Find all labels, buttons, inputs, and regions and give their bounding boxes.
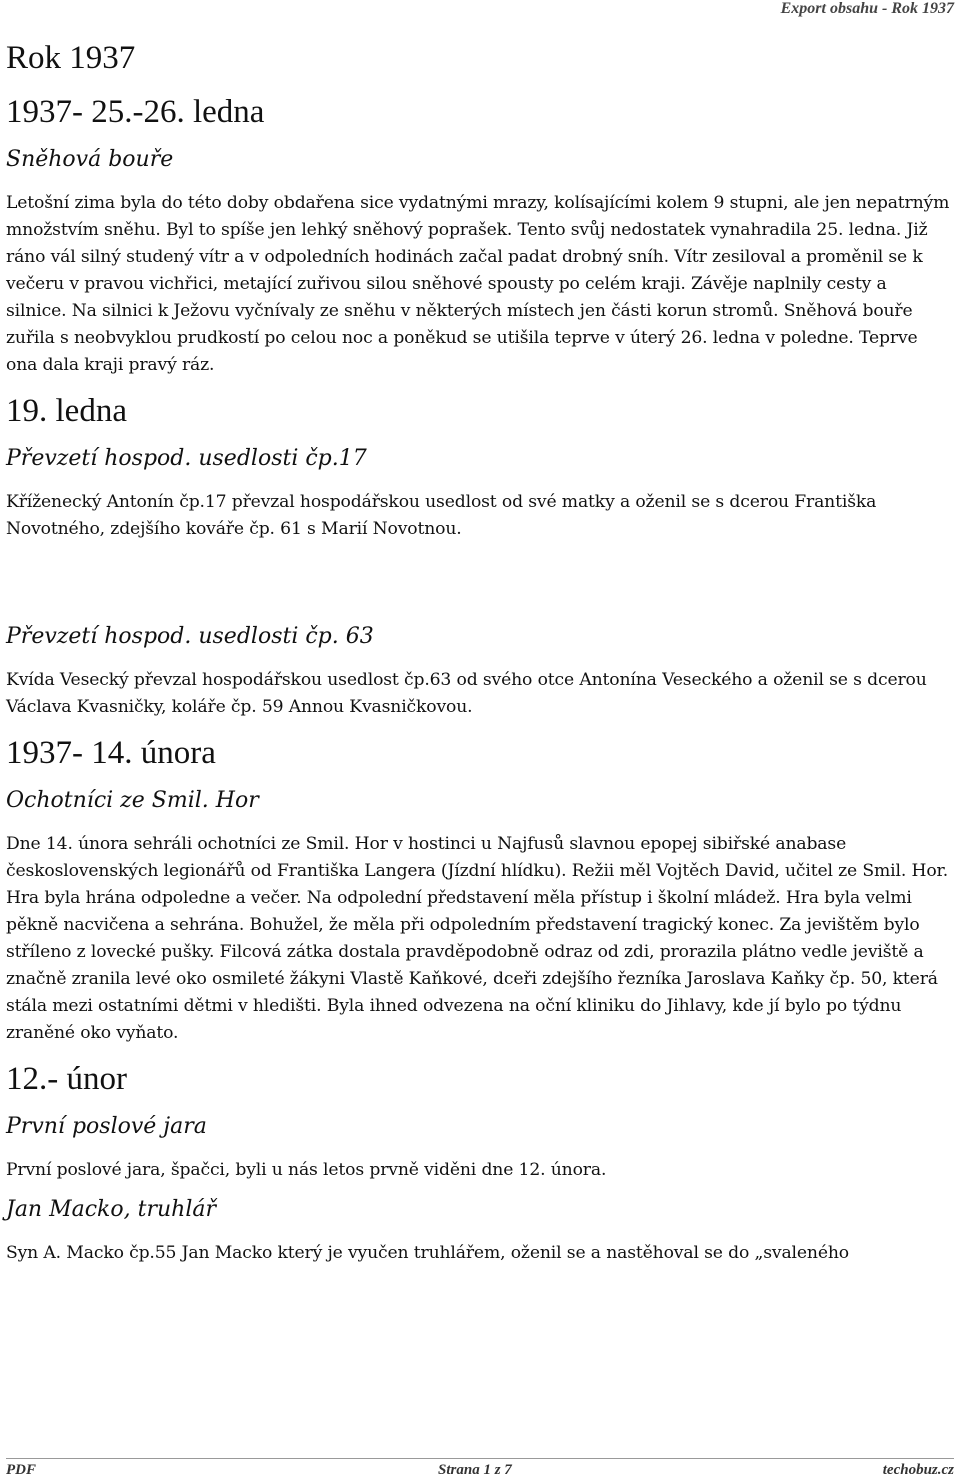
header-title: Export obsahu - Rok 1937 xyxy=(780,0,954,17)
section-heading: Sněhová bouře xyxy=(6,147,174,172)
page-footer xyxy=(6,1458,954,1481)
footer-page-number: Strana 1 z 7 xyxy=(438,1462,512,1478)
date-heading: 19. ledna xyxy=(6,393,127,429)
section-heading: Převzetí hospod. usedlosti čp.17 xyxy=(6,446,367,471)
section-heading: První poslové jara xyxy=(6,1114,207,1139)
title-year: Rok 1937 xyxy=(6,40,136,76)
paragraph: Dne 14. února sehráli ochotníci ze Smil. Hor v hostinci u Najfusů slavnou epopej sibiřské anabase československých legionářů od Františka Langera (Jízdní hlídku). Režii měl Vojtěch David, učitel ze Smil. Hor. Hra byla hrána odpoledne a večer. Na odpolední představení měla přístup i školní mládež. Hra byla velmi pěkně nacvičena a sehrána. Bohužel, že měla při odpoledním představení tragický konec. Za jevištěm bylo stříleno z lovecké pušky. Filcová zátka dostala pravděpodobně odraz od zdi, prorazila plátno vedle jeviště a značně zranila levé oko osmileté žákyni Vlastě Kaňkové, dceři zdejšího řezníka Jaroslava Kaňky čp. 50, která stála mezi ostatními dětmi v hledišti. Byla ihned odvezena na oční kliniku do Jihlavy, kde jí bylo po týdnu zraněné oko vyňato. xyxy=(6,834,949,1043)
paragraph: Kříženecký Antonín čp.17 převzal hospodářskou usedlost od své matky a oženil se s dcerou Františka Novotného, zdejšího kováře čp. 61 s Marií Novotnou. xyxy=(6,492,877,539)
paragraph: Letošní zima byla do této doby obdařena sice vydatnými mrazy, kolísajícími kolem 9 stupni, ale jen nepatrným množstvím sněhu. Byl to spíše jen lehký sněhový poprašek. Tento svůj nedostatek vynahradila 25. ledna. Již ráno vál silný studený vítr a v odpoledních hodinách začal padat drobný sníh. Vítr zesiloval a proměnil se k večeru v pravou vichřici, metající zuřivou silou sněhové spousty po celém kraji. Závěje naplnily cesty a silnice. Na silnici k Ježovu vyčnívaly ze sněhu v některých místech jen části korun stromů. Sněhová bouře zuřila s neobvyklou prudkostí po celou noc a poněkud se utišila teprve v úterý 26. ledna v poledne. Teprve ona dala kraji pravý ráz. xyxy=(6,193,950,375)
paragraph: První poslové jara, špačci, byli u nás letos prvně viděni dne 12. února. xyxy=(6,1160,607,1180)
document-content xyxy=(6,30,952,1279)
page-header xyxy=(0,0,954,22)
date-heading: 1937- 14. února xyxy=(6,735,216,771)
section-heading: Převzetí hospod. usedlosti čp. 63 xyxy=(6,624,374,649)
footer-site: techobuz.cz xyxy=(882,1462,954,1478)
section-heading: Jan Macko, truhlář xyxy=(6,1197,216,1222)
date-heading: 1937- 25.-26. ledna xyxy=(6,94,265,130)
date-heading: 12.- únor xyxy=(6,1061,127,1097)
spacer xyxy=(6,555,952,611)
footer-pdf-label: PDF xyxy=(6,1462,36,1478)
paragraph: Syn A. Macko čp.55 Jan Macko který je vyučen truhlářem, oženil se a nastěhoval se do „svaleného xyxy=(6,1243,849,1263)
section-heading: Ochotníci ze Smil. Hor xyxy=(6,788,259,813)
paragraph: Kvída Vesecký převzal hospodářskou usedlost čp.63 od svého otce Antonína Veseckého a oženil se s dcerou Václava Kvasničky, koláře čp. 59 Annou Kvasničkovou. xyxy=(6,670,927,717)
